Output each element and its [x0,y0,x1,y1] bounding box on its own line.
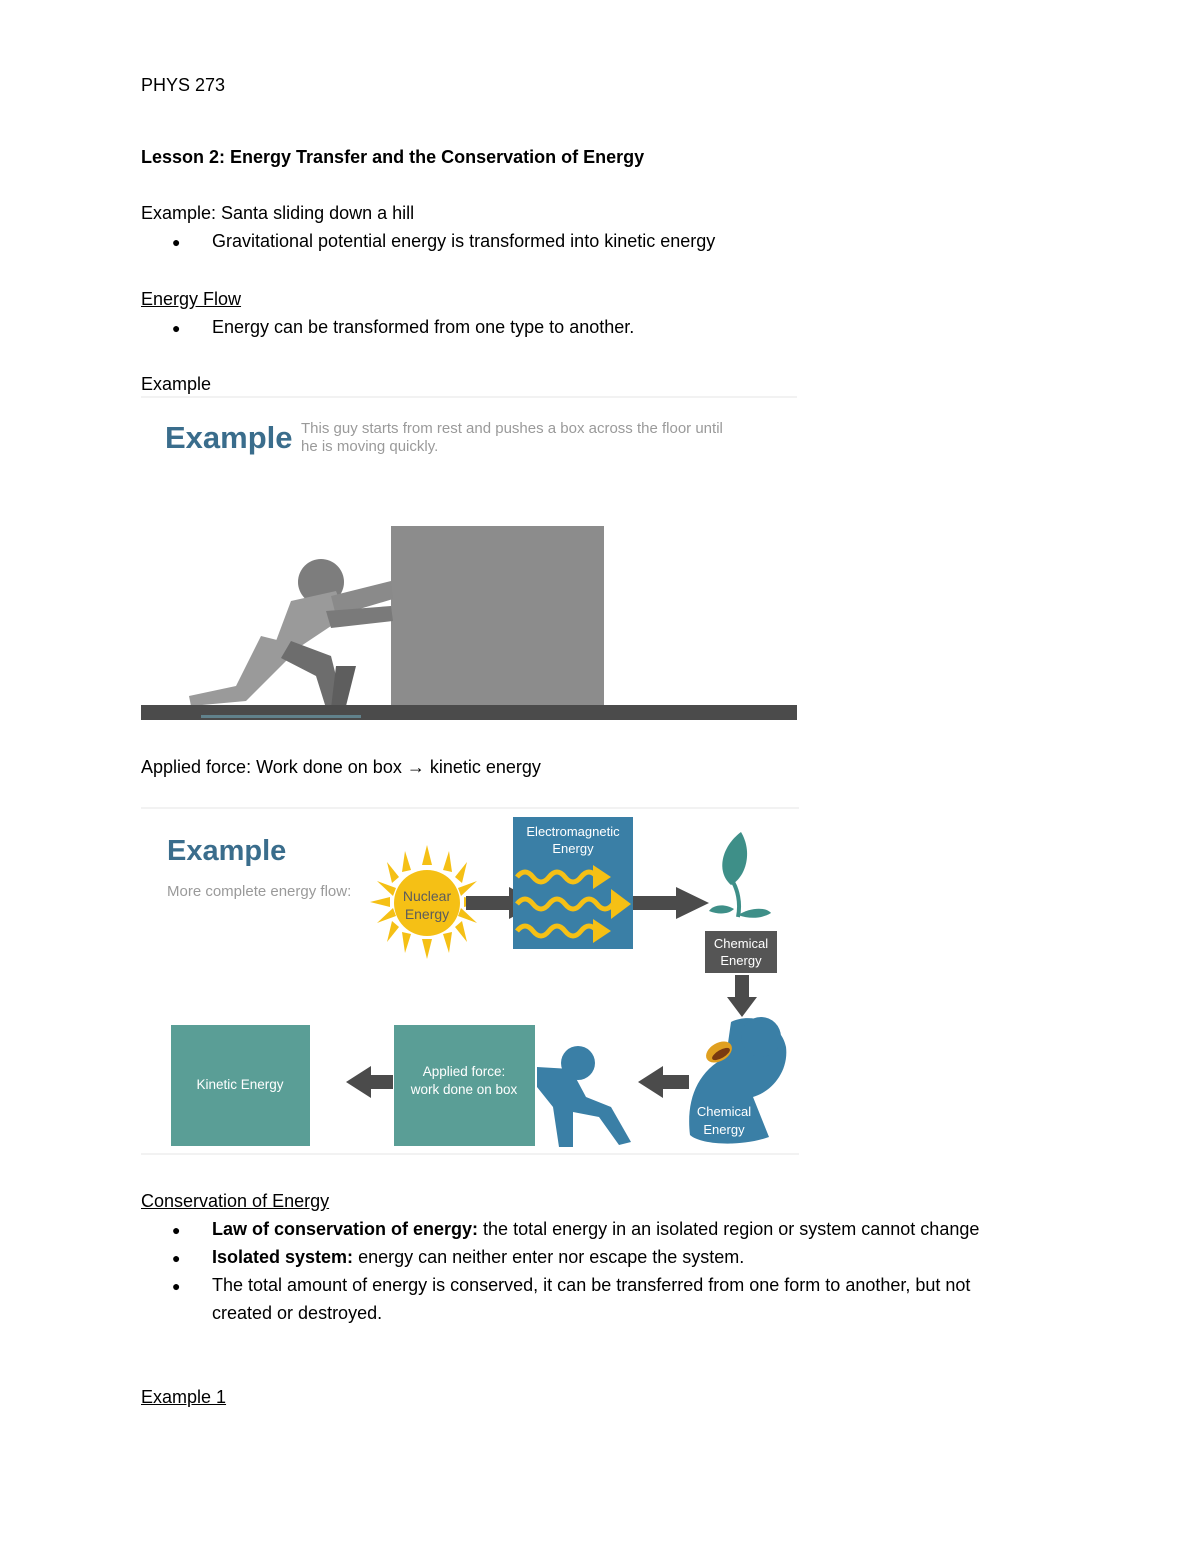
conservation-bullet-3b: created or destroyed. [212,1303,383,1323]
energy-flow-heading: Energy Flow [141,289,242,309]
applied-label-1: Applied force: [422,1064,506,1079]
figure1-title: Example [165,420,293,455]
isolated-definition: energy can neither enter nor escape the system. [353,1247,745,1267]
energy-flow-bullet: Energy can be transformed from one type to another. [212,317,635,337]
em-label-1: Electromagnetic [526,824,620,839]
example-intro: Example: Santa sliding down a hill [141,203,415,223]
isolated-term: Isolated system: [212,1247,354,1267]
nuclear-label-2: Energy [404,906,450,922]
lesson-title: Lesson 2: Energy Transfer and the Conservation of Energy [141,147,645,167]
figure-energy-flow [141,807,799,1157]
arrow-down-icon [727,975,757,1017]
law-term: Law of conservation of energy: [212,1219,479,1239]
plant-icon [709,832,771,918]
bullet-icon: ● [172,1222,181,1238]
person-pushing-icon [537,1046,631,1147]
applied-force-line: Applied force: Work done on box → kinetic energy [141,757,541,777]
figure-push-box [141,396,797,722]
course-code: PHYS 273 [141,75,226,95]
chemical2-label-2: Energy [703,1122,745,1137]
conservation-bullet-2 [212,1246,744,1268]
chemical1-label-1: Chemical [713,936,769,951]
arrow-right-icon [633,887,709,919]
arrow-left-icon [346,1066,393,1098]
figure2-subtitle: More complete energy flow: [167,883,352,900]
conservation-bullet-1 [212,1218,979,1240]
chemical2-label-1: Chemical [696,1104,752,1119]
bullet-icon: ● [172,1278,181,1294]
em-label-2: Energy [552,841,594,856]
bullet-icon: ● [172,320,181,336]
figure2-title: Example [167,835,287,867]
nuclear-label-1: Nuclear [402,888,452,904]
bullet-icon: ● [172,234,181,250]
conservation-bullet-3a: The total amount of energy is conserved, it can be transferred from one form to another, but not [212,1275,971,1295]
bullet-icon: ● [172,1250,181,1266]
kinetic-label: Kinetic Energy [196,1077,284,1092]
person-pushing-icon [189,559,393,708]
example-bullet: Gravitational potential energy is transformed into kinetic energy [212,231,716,251]
chemical1-label-2: Energy [720,953,762,968]
box [391,526,604,706]
example-label: Example [141,374,212,394]
example1-heading: Example 1 [141,1387,227,1407]
arrow-left-icon [638,1066,689,1098]
applied-label-2: work done on box [410,1082,518,1097]
figure1-caption-2: he is moving quickly. [301,438,439,455]
law-definition: the total energy in an isolated region or system cannot change [478,1219,980,1239]
figure1-caption-1: This guy starts from rest and pushes a box across the floor until [301,420,723,437]
conservation-heading: Conservation of Energy [141,1191,330,1211]
